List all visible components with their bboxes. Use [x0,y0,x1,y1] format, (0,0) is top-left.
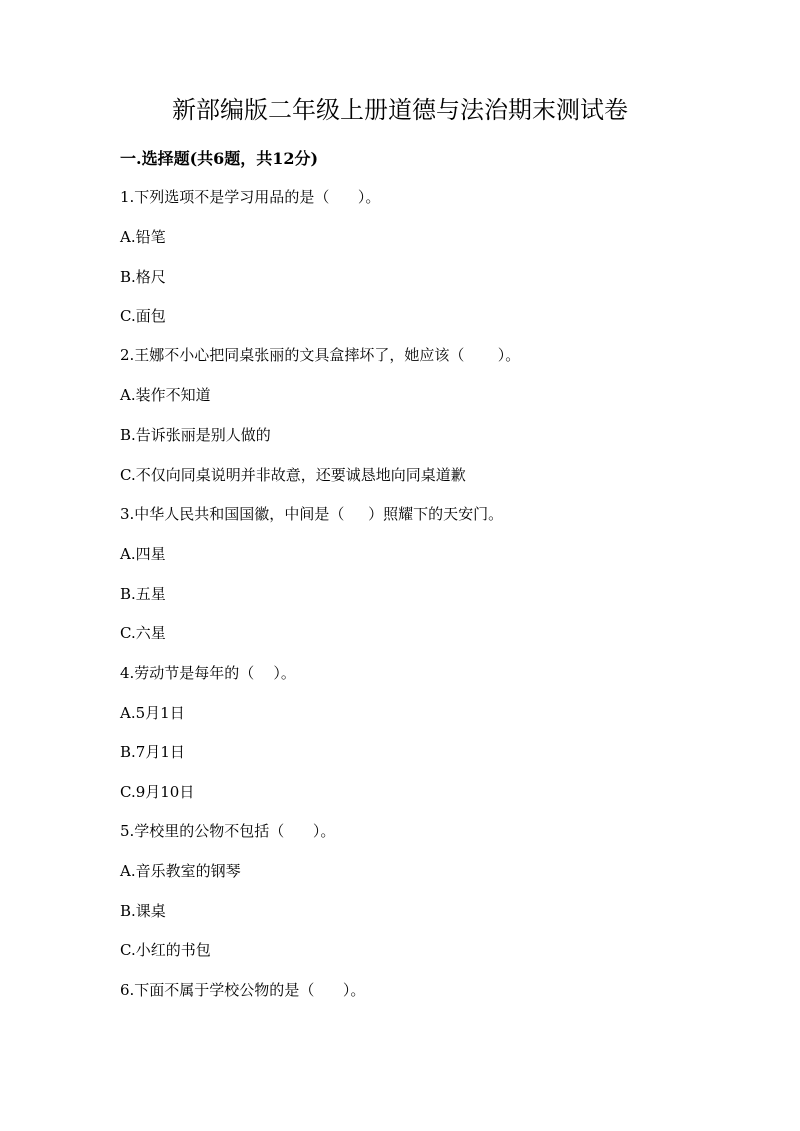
page-title: 新部编版二年级上册道德与法治期末测试卷 [172,96,628,124]
question-3-stem: 3.中华人民共和国国徽，中间是（ ）照耀下的天安门。 [120,505,504,523]
question-1-option-c: C.面包 [120,307,166,325]
section-header: 一.选择题(共6题，共12分) [120,149,319,168]
question-5-stem: 5.学校里的公物不包括（ ）。 [120,822,336,840]
question-3-option-b: B.五星 [120,585,166,603]
question-2-option-c: C.不仅向同桌说明并非故意，还要诚恳地向同桌道歉 [120,466,466,484]
question-1-option-a: A.铅笔 [120,228,166,246]
question-3-option-c: C.六星 [120,624,166,642]
question-1-option-b: B.格尺 [120,268,166,286]
question-4-option-b: B.7月1日 [120,743,185,761]
question-6-stem: 6.下面不属于学校公物的是（ ）。 [120,981,366,999]
question-1-stem: 1.下列选项不是学习用品的是（ ）。 [120,188,381,206]
question-4-option-c: C.9月10日 [120,783,195,801]
question-4-stem: 4.劳动节是每年的（ ）。 [120,664,296,682]
question-2-stem: 2.王娜不小心把同桌张丽的文具盒摔坏了，她应该（ ）。 [120,346,521,364]
question-5-option-b: B.课桌 [120,902,166,920]
question-2-option-b: B.告诉张丽是别人做的 [120,426,271,444]
question-4-option-a: A.5月1日 [120,704,185,722]
question-5-option-a: A.音乐教室的钢琴 [120,862,241,880]
question-5-option-c: C.小红的书包 [120,941,211,959]
question-3-option-a: A.四星 [120,545,166,563]
question-2-option-a: A.装作不知道 [120,386,211,404]
